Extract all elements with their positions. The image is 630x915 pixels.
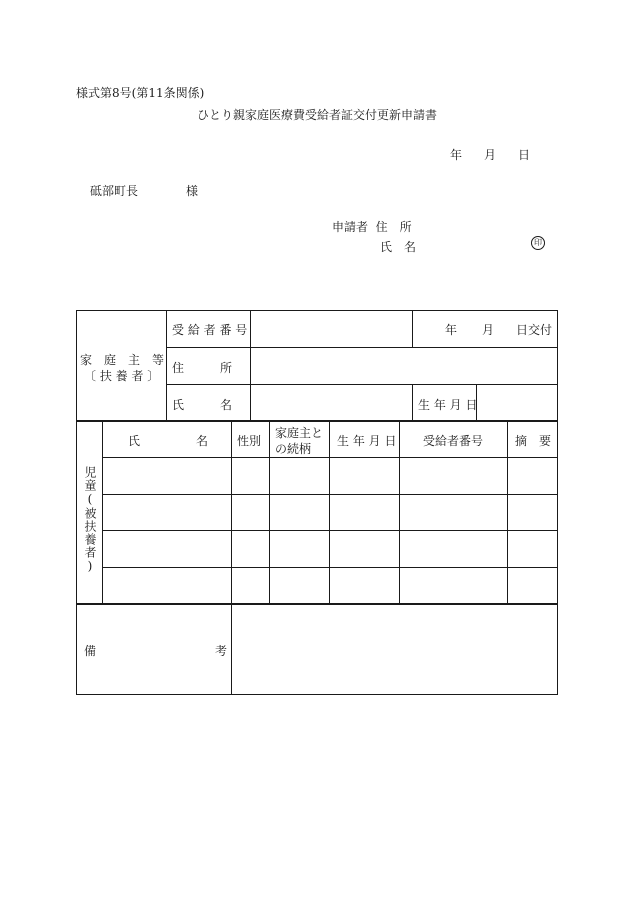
form-number: 様式第8号(第11条関係) [76,86,205,100]
applicant-name-label: 氏 名 [380,240,417,254]
child-row-4[interactable] [103,568,556,603]
col-remarks: 摘 要 [515,434,552,448]
notes-field[interactable] [233,605,554,691]
children-side-label: 児童(被扶養者) [83,466,97,574]
seal-mark: 印 [531,236,545,250]
applicant-address-label: 住 所 [375,220,412,234]
household-name-field[interactable] [252,386,410,419]
issue-month-label: 月 [482,323,495,337]
col-relation-line1: 家庭主と [275,426,324,440]
col-birthdate: 生 年 月 日 [337,434,397,448]
household-address-field[interactable] [252,349,554,382]
applicant-name-line [380,238,416,255]
date-year-label: 年 [450,148,463,162]
dependent-sublabel: 〔 扶 養 者 〕 [84,369,160,383]
household-name-label: 氏 名 [172,398,233,412]
form-title: ひとり親家庭医療費受給者証交付更新申請書 [196,108,437,122]
notes-label-kou: 考 [215,644,228,658]
col-gender: 性別 [237,434,262,448]
recipient-number-field[interactable] [252,312,410,344]
child-row-1[interactable] [103,458,556,493]
applicant-label: 申請者 [332,220,369,234]
household-birthdate-field[interactable] [478,386,554,419]
addressee-name: 砥部町長 [90,184,139,198]
household-head-label: 家 庭 主 等 [80,353,165,367]
household-birthdate-label: 生 年 月 日 [418,398,478,412]
col-name-given: 名 [196,434,209,448]
child-row-2[interactable] [103,495,556,529]
col-recipient-number: 受給者番号 [423,434,484,448]
application-date [450,146,552,163]
issue-day-label: 日交付 [516,323,553,337]
notes-label-bi: 備 [84,644,97,658]
date-month-label: 月 [484,148,497,162]
recipient-number-label: 受 給 者 番 号 [172,323,248,337]
col-name-surname: 氏 [128,434,141,448]
addressee-honorific: 様 [186,184,199,198]
date-day-label: 日 [518,148,531,162]
issue-year-label: 年 [445,323,458,337]
addressee [90,182,198,199]
col-relation-line2: の続柄 [275,442,312,456]
child-row-3[interactable] [103,531,556,566]
applicant-address-line [332,218,412,235]
household-address-label: 住 所 [172,361,233,375]
